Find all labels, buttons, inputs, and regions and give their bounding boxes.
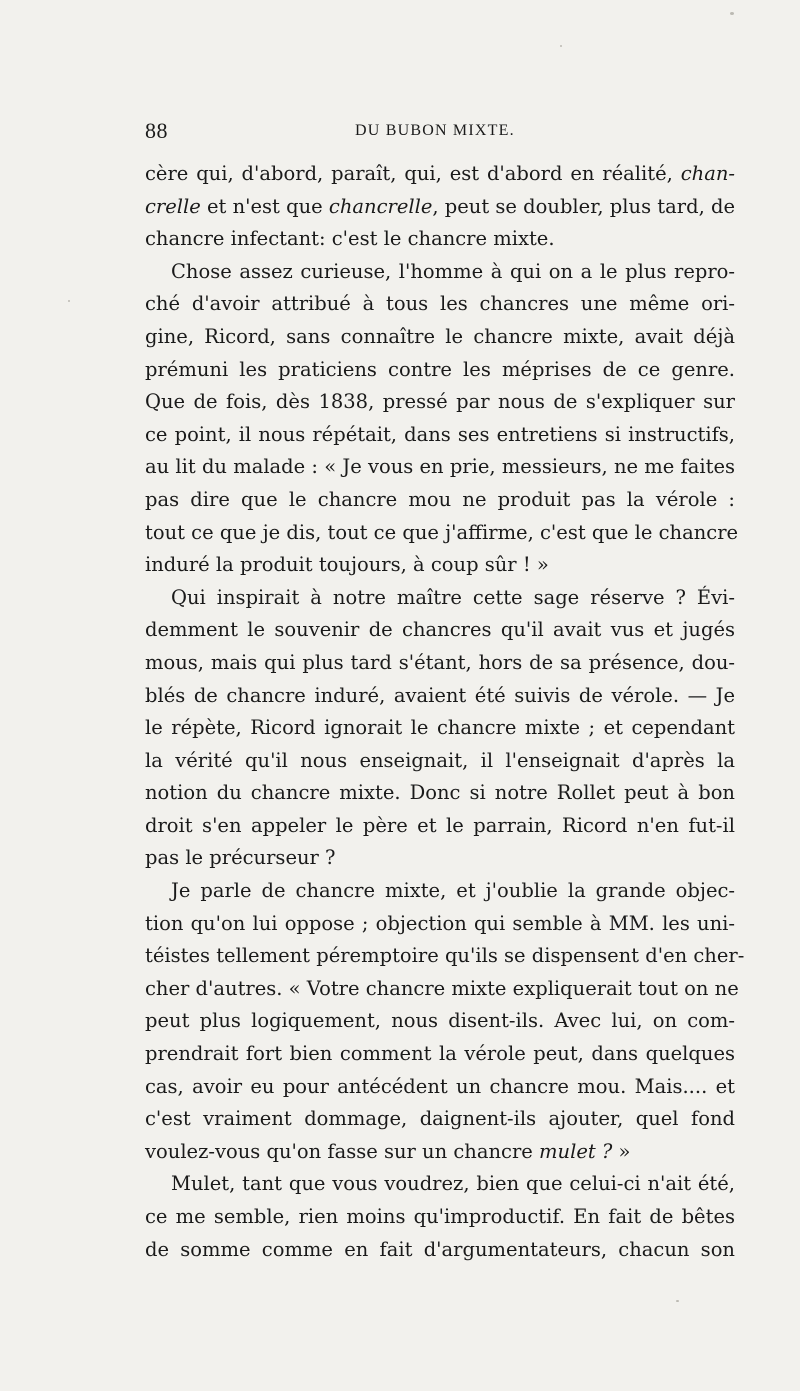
text-run: ce me semble, rien moins qu'improductif. En fait de bêtes (145, 1205, 735, 1228)
text-run: prémuni les praticiens contre les méprises de ce genre. (145, 357, 735, 381)
text-run: téistes tellement péremptoire qu'ils se dispensent d'en cher- (145, 944, 745, 968)
text-line (145, 842, 735, 875)
body-text (145, 158, 745, 1266)
text-line (145, 158, 735, 191)
text-line (145, 256, 735, 289)
text-run: prendrait fort bien comment la vérole peut, dans quelques (145, 1042, 735, 1066)
text-run: cas, avoir eu pour antécédent un chancre mou. Mais.... et (145, 1074, 735, 1098)
text-run: » (612, 1139, 631, 1163)
text-line (145, 321, 735, 354)
text-run: droit s'en appeler le père et le parrain, Ricord n'en fut-il (145, 813, 735, 837)
text-line (145, 582, 735, 615)
paper-speck (68, 300, 70, 302)
text-run: Chose assez curieuse, l'homme à qui on a le plus repro- (171, 259, 735, 283)
text-run: le répète, Ricord ignorait le chancre mixte ; et cependant (145, 716, 735, 740)
text-line (145, 680, 735, 713)
italic-text: mulet ? (539, 1139, 613, 1163)
text-line (145, 1071, 735, 1104)
text-run: induré la produit toujours, à coup sûr ! » (145, 553, 549, 577)
text-run: au lit du malade : « Je vous en prie, messieurs, ne me faites (145, 455, 735, 479)
text-run: notion du chancre mixte. Donc si notre Rollet peut à bon (145, 781, 735, 805)
text-line (145, 1005, 735, 1038)
text-line (145, 451, 735, 484)
page-number: 88 (145, 118, 168, 143)
text-line (145, 1103, 735, 1136)
paper-speck (560, 45, 562, 47)
running-title: DU BUBON MIXTE. (355, 122, 515, 139)
text-run: demment le souvenir de chancres qu'il avait vus et jugés (145, 618, 735, 642)
text-run: blés de chancre induré, avaient été suivis de vérole. — Je (145, 683, 735, 707)
text-run: la vérité qu'il nous enseignait, il l'enseignait d'après la (145, 748, 735, 772)
text-run: chancre infectant: c'est le chancre mixte. (145, 227, 555, 251)
text-line (145, 1038, 735, 1071)
text-line (145, 647, 735, 680)
text-line (145, 1234, 735, 1267)
paper-speck (730, 12, 734, 15)
text-line (145, 810, 735, 843)
text-run: Mulet, tant que vous voudrez, bien que celui-ci n'ait été, (171, 1172, 735, 1196)
text-run: ce point, il nous répétait, dans ses entretiens si instructifs, (145, 422, 735, 446)
text-line (145, 712, 735, 745)
text-run: peut plus logiquement, nous disent-ils. Avec lui, on com- (145, 1009, 735, 1033)
text-run: pas le précurseur ? (145, 846, 336, 870)
text-run: voulez-vous qu'on fasse sur un chancre (145, 1139, 540, 1163)
italic-text: chan- (680, 162, 735, 185)
text-line (145, 419, 735, 452)
text-line (145, 223, 735, 256)
text-run: cher d'autres. « Votre chancre mixte expliquerait tout on ne (145, 976, 739, 1000)
text-run: mous, mais qui plus tard s'étant, hors de sa présence, dou- (145, 650, 735, 674)
text-line (145, 354, 735, 387)
text-run: cère qui, d'abord, paraît, qui, est d'abord en réalité, (145, 162, 681, 185)
text-line (145, 484, 735, 517)
page-header (145, 118, 735, 148)
text-run: ché d'avoir attribué à tous les chancres une même ori- (145, 292, 735, 316)
italic-text: chancrelle (328, 194, 433, 218)
text-line (145, 517, 739, 550)
text-line (145, 1168, 735, 1201)
text-run: pas dire que le chancre mou ne produit pas la vérole : (145, 487, 735, 511)
text-run: c'est vraiment dommage, daignent-ils ajouter, quel fond (145, 1107, 735, 1131)
text-line (145, 614, 735, 647)
text-line (145, 191, 735, 224)
text-line (145, 908, 735, 941)
italic-text: crelle (145, 194, 201, 218)
text-line (145, 1201, 735, 1234)
text-run: Que de fois, dès 1838, pressé par nous de s'expliquer sur (145, 390, 735, 414)
text-line (145, 777, 735, 810)
text-run: Qui inspirait à notre maître cette sage réserve ? Évi- (171, 585, 735, 609)
text-line (145, 288, 735, 321)
text-run: et n'est que (200, 194, 329, 218)
text-line (145, 1136, 735, 1169)
text-run: , peut se doubler, plus tard, de (432, 194, 735, 218)
text-run: tion qu'on lui oppose ; objection qui semble à MM. les uni- (145, 911, 735, 935)
text-line (145, 549, 735, 582)
text-line (145, 940, 745, 973)
paper-speck (676, 1300, 679, 1302)
text-line (145, 875, 735, 908)
text-run: tout ce que je dis, tout ce que j'affirme, c'est que le chancre (145, 520, 739, 544)
text-run: gine, Ricord, sans connaître le chancre mixte, avait déjà (145, 324, 735, 348)
text-line (145, 973, 739, 1006)
text-line (145, 386, 735, 419)
text-run: de somme comme en fait d'argumentateurs, chacun son (145, 1237, 735, 1261)
text-line (145, 745, 735, 778)
text-run: Je parle de chancre mixte, et j'oublie la grande objec- (171, 879, 735, 903)
